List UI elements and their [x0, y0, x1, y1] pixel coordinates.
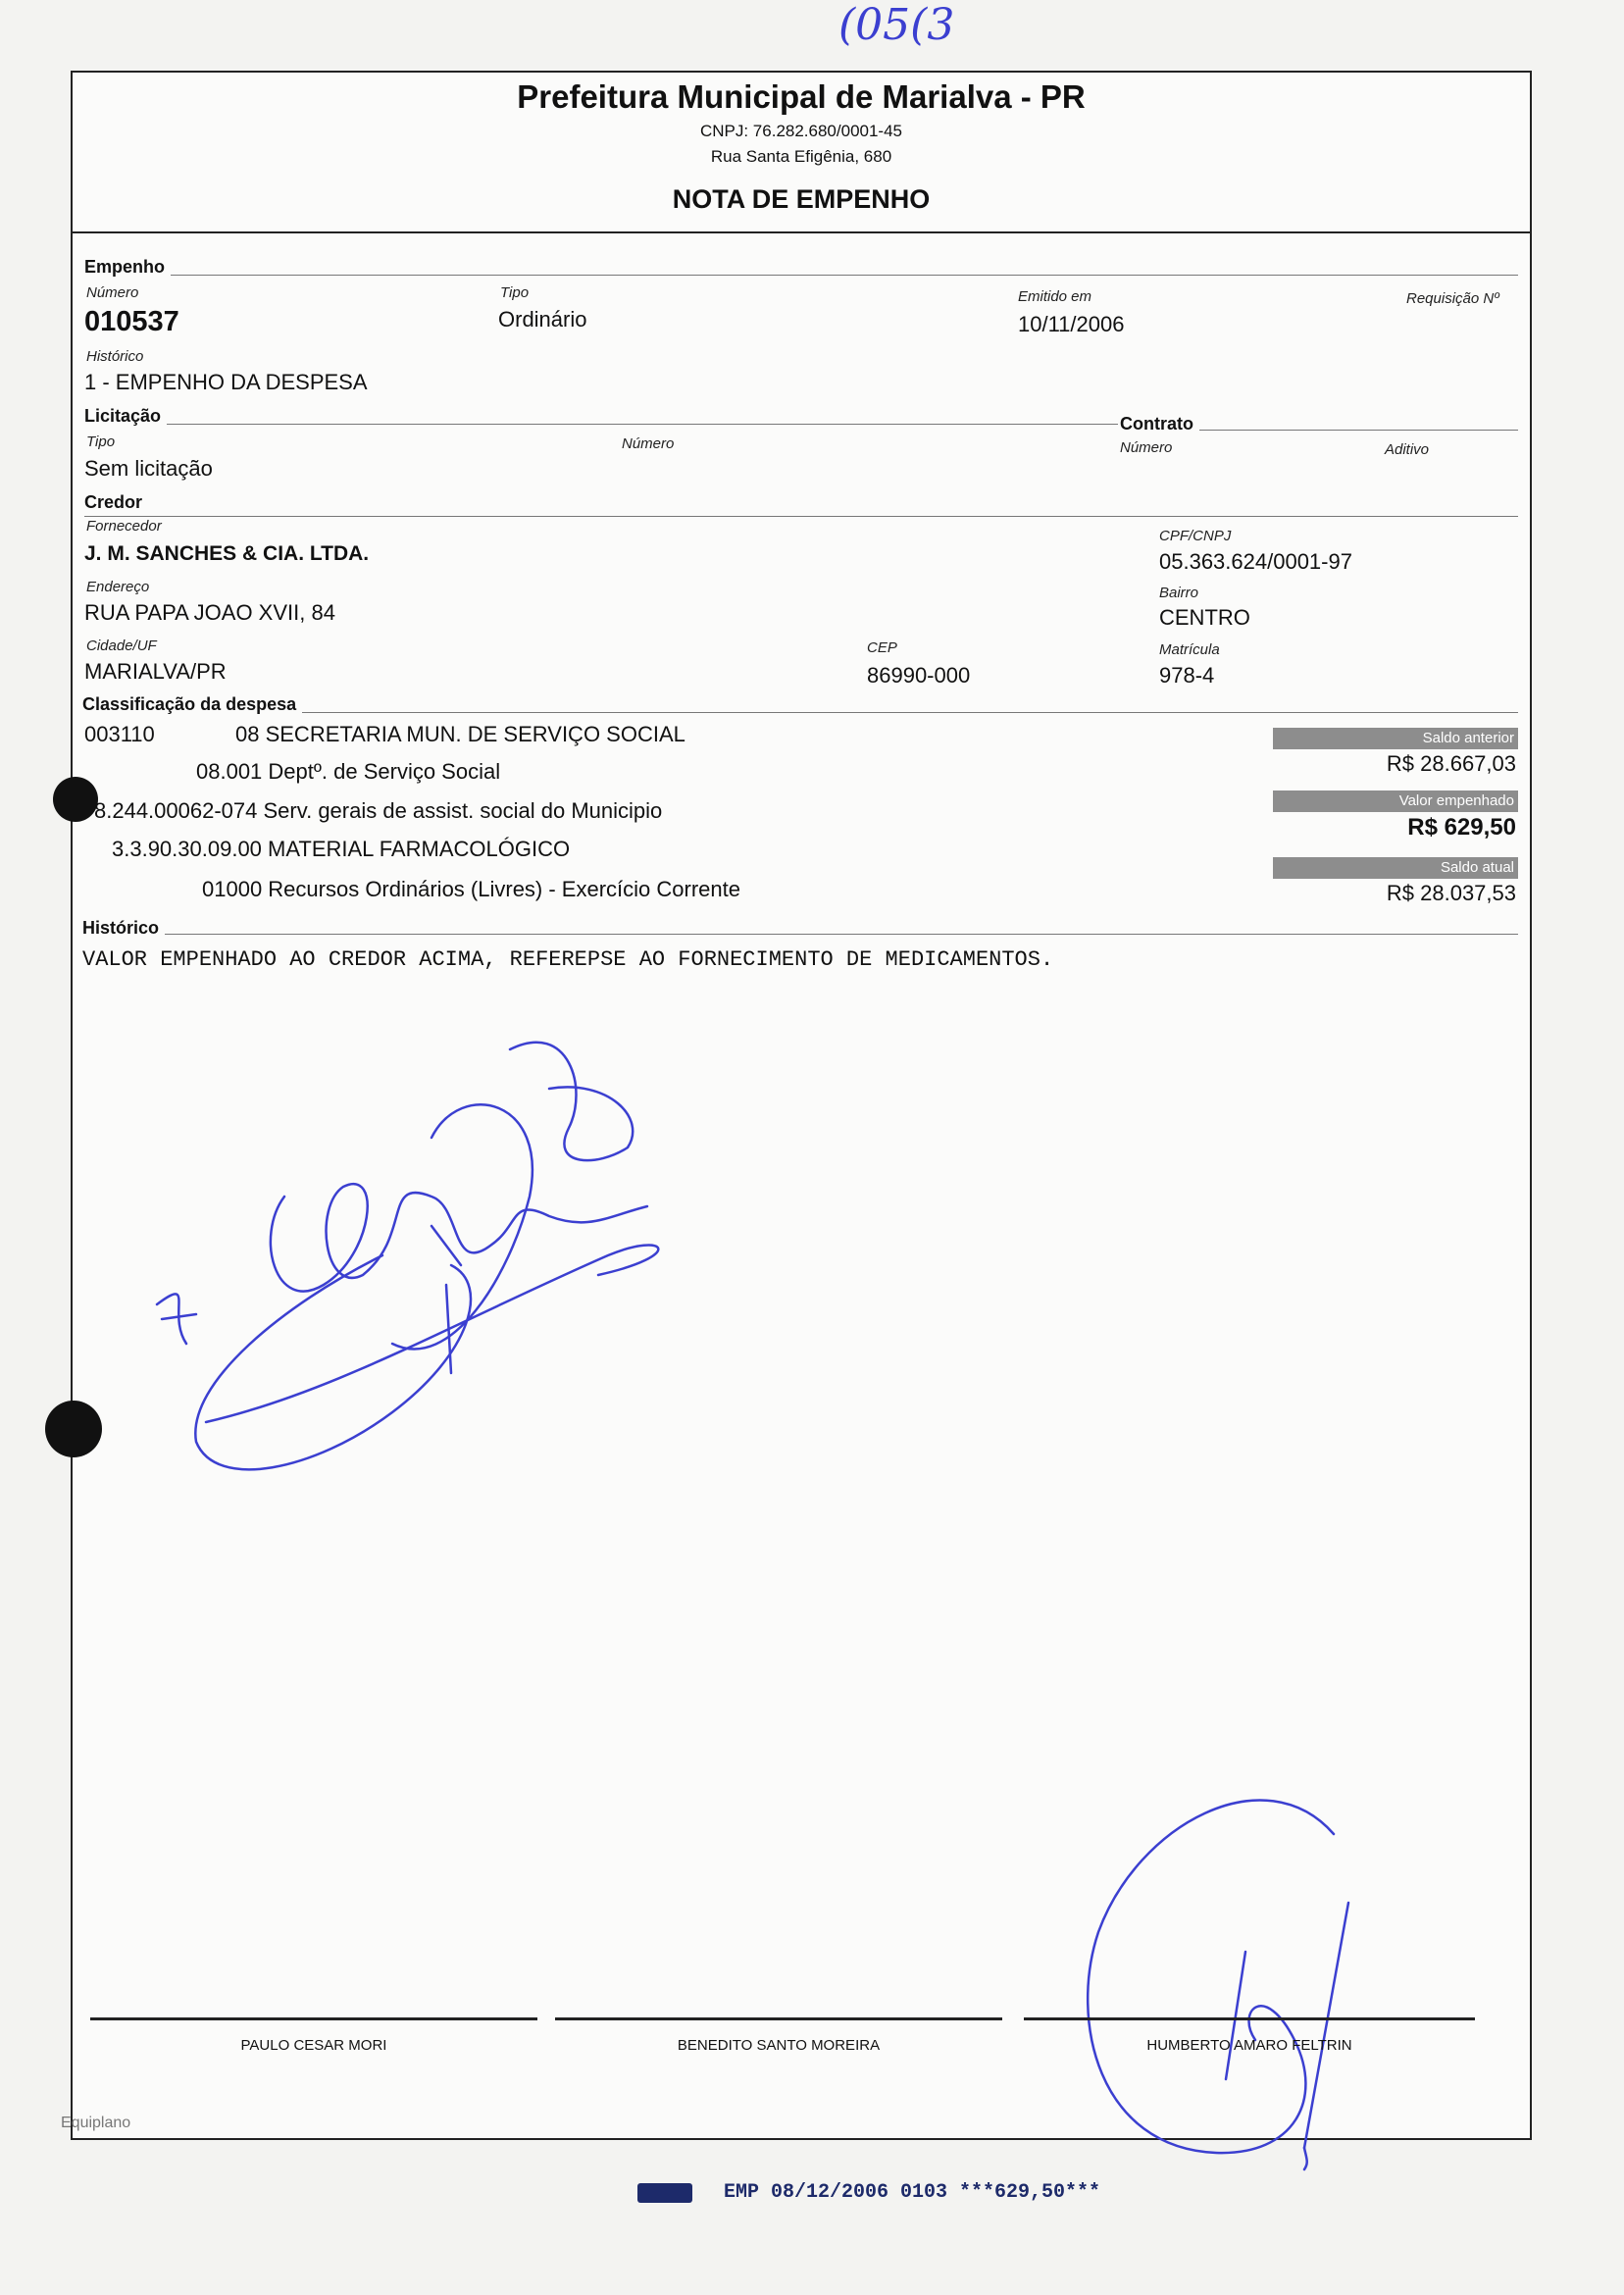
signature-drawing-right	[1040, 1785, 1353, 2177]
empenho-rule	[84, 275, 1518, 276]
valor-empenhado-value: R$ 629,50	[1407, 814, 1516, 841]
saldo-atual-value: R$ 28.037,53	[1386, 881, 1516, 905]
contrato-aditivo-label: Aditivo	[1385, 441, 1430, 458]
punch-hole-bottom	[45, 1401, 102, 1457]
empenho-numero: 010537	[84, 306, 179, 337]
classificacao-line-1: 08 SECRETARIA MUN. DE SERVIÇO SOCIAL	[235, 722, 685, 746]
document-title: NOTA DE EMPENHO	[672, 184, 931, 214]
classificacao-line-4: 3.3.90.30.09.00 MATERIAL FARMACOLÓGICO	[112, 837, 571, 861]
bairro-label: Bairro	[1159, 585, 1199, 601]
footer-brand: Equiplano	[61, 2115, 131, 2131]
punch-hole-top	[53, 777, 98, 822]
signature-line-2	[555, 2017, 1002, 2020]
requisicao-label: Requisição Nº	[1406, 290, 1499, 307]
classificacao-line-5: 01000 Recursos Ordinários (Livres) - Exercício Corrente	[202, 877, 740, 901]
licitacao-rule	[84, 424, 1118, 425]
classificacao-section-label: Classificação da despesa	[82, 694, 302, 715]
payment-stamp: EMP 08/12/2006 0103 ***629,50***	[724, 2181, 1101, 2204]
cpf-label: CPF/CNPJ	[1159, 528, 1232, 544]
matricula-value: 978-4	[1159, 663, 1215, 688]
stamp-logo	[637, 2183, 692, 2203]
page-title: Prefeitura Municipal de Marialva - PR	[517, 78, 1086, 115]
empenho-tipo: Ordinário	[498, 307, 587, 332]
bairro-value: CENTRO	[1159, 605, 1250, 630]
saldo-anterior-label: Saldo anterior	[1273, 728, 1518, 749]
historico-rule	[84, 934, 1518, 935]
handwritten-reference: (05(3	[838, 0, 955, 50]
licitacao-tipo: Sem licitação	[84, 456, 213, 481]
saldo-atual-label: Saldo atual	[1273, 857, 1518, 879]
cep-value: 86990-000	[867, 663, 971, 688]
classificacao-line-3: 8.244.00062-074 Serv. gerais de assist. social do Municipio	[94, 798, 663, 823]
saldo-anterior-value: R$ 28.667,03	[1386, 751, 1516, 776]
fornecedor-label: Fornecedor	[86, 518, 162, 535]
address-line: Rua Santa Efigênia, 680	[710, 147, 892, 166]
contrato-section-label: Contrato	[1120, 414, 1199, 434]
contrato-numero-label: Número	[1120, 439, 1173, 456]
empenho-historico-label: Histórico	[86, 348, 144, 365]
signatory-2: BENEDITO SANTO MOREIRA	[677, 2037, 881, 2054]
signature-line-1	[90, 2017, 537, 2020]
endereco-value: RUA PAPA JOAO XVII, 84	[84, 600, 335, 625]
licitacao-numero-label: Número	[622, 435, 675, 452]
classificacao-line-2: 08.001 Deptº. de Serviço Social	[196, 759, 501, 784]
valor-empenhado-label: Valor empenhado	[1273, 790, 1518, 812]
credor-rule	[84, 516, 1518, 517]
signature-line-3	[1024, 2017, 1475, 2020]
empenho-numero-label: Número	[86, 284, 139, 301]
cnpj-line: CNPJ: 76.282.680/0001-45	[699, 122, 903, 140]
credor-section-label: Credor	[84, 492, 148, 513]
signatory-1: PAULO CESAR MORI	[240, 2037, 387, 2054]
fornecedor-name: J. M. SANCHES & CIA. LTDA.	[84, 542, 370, 565]
matricula-label: Matrícula	[1159, 641, 1220, 658]
classificacao-code: 003110	[84, 722, 155, 746]
signatory-3: HUMBERTO AMARO FELTRIN	[1146, 2037, 1352, 2054]
historico-text: VALOR EMPENHADO AO CREDOR ACIMA, REFEREPSE AO FORNECIMENTO DE MEDICAMENTOS.	[82, 947, 1054, 972]
licitacao-tipo-label: Tipo	[86, 434, 116, 450]
empenho-section-label: Empenho	[84, 257, 171, 278]
emitido-label: Emitido em	[1018, 288, 1092, 305]
endereco-label: Endereço	[86, 579, 150, 595]
emitido-date: 10/11/2006	[1018, 312, 1125, 336]
header-divider	[71, 231, 1532, 233]
licitacao-section-label: Licitação	[84, 406, 167, 427]
signature-drawing	[137, 1020, 824, 1491]
cep-label: CEP	[867, 639, 897, 656]
empenho-historico: 1 - EMPENHO DA DESPESA	[84, 370, 368, 394]
historico-section-label: Histórico	[82, 918, 165, 939]
cidade-label: Cidade/UF	[86, 638, 157, 654]
empenho-tipo-label: Tipo	[500, 284, 530, 301]
cpf-value: 05.363.624/0001-97	[1159, 549, 1352, 574]
cidade-value: MARIALVA/PR	[84, 659, 227, 684]
